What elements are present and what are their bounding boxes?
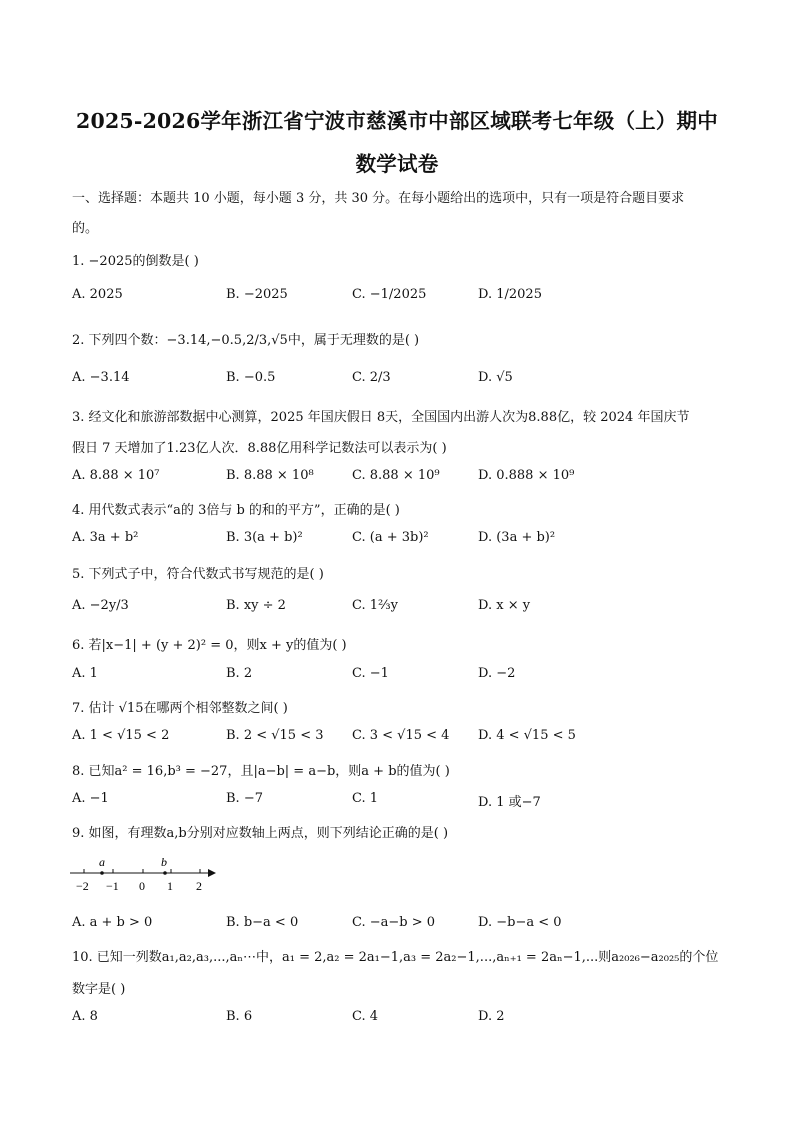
point-b-label: b [161, 855, 167, 869]
tick-label-neg1: −1 [106, 879, 119, 893]
question-10-option-b: B. 6 [226, 1009, 253, 1024]
question-7-stem: 7. 估计 √15在哪两个相邻整数之间( ) [72, 701, 288, 716]
tick-label-1: 1 [167, 879, 173, 893]
tick-label-0: 0 [139, 879, 145, 893]
question-7-option-d: D. 4 < √15 < 5 [478, 728, 576, 743]
question-3-stem-cont: 假日 7 天增加了1.23亿人次．8.88亿用科学记数法可以表示为( ) [72, 441, 447, 456]
question-6-option-d: D. −2 [478, 666, 516, 681]
question-8-option-d: D. 1 或−7 [478, 795, 541, 810]
number-line-svg [68, 854, 218, 896]
question-5-option-d: D. x × y [478, 598, 531, 613]
question-9-option-a: A. a + b > 0 [72, 915, 153, 930]
section-instruction-line-1: 一、选择题：本题共 10 小题，每小题 3 分，共 30 分。在每小题给出的选项中，只有一项是符合题目要求 [72, 191, 685, 206]
question-8-option-b: B. −7 [226, 791, 263, 806]
question-5-option-b: B. xy ÷ 2 [226, 598, 286, 613]
point-a-label: a [99, 855, 105, 869]
question-6-option-c: C. −1 [352, 666, 389, 681]
question-6-stem: 6. 若|x−1| + (y + 2)² = 0，则x + y的值为( ) [72, 638, 347, 653]
question-3-stem: 3. 经文化和旅游部数据中心测算，2025 年国庆假日 8天，全国国内出游人次为8.88亿，较 2024 年国庆节 [72, 410, 690, 425]
question-3-option-c: C. 8.88 × 10⁹ [352, 468, 440, 483]
question-7-option-c: C. 3 < √15 < 4 [352, 728, 450, 743]
question-10-stem: 10. 已知一列数a₁,a₂,a₃,...,aₙ⋯中，a₁ = 2,a₂ = 2a₁−1,a₃ = 2a₂−1,...,aₙ₊₁ = 2aₙ−1,...则a₂₀₂₆−a₂₀₂₅的个位 [72, 950, 719, 965]
question-10-stem-cont: 数字是( ) [72, 982, 126, 997]
question-8-option-a: A. −1 [72, 791, 109, 806]
question-7-option-a: A. 1 < √15 < 2 [72, 728, 170, 743]
question-3-option-a: A. 8.88 × 10⁷ [72, 468, 160, 483]
question-6-option-b: B. 2 [226, 666, 253, 681]
tick-label-neg2: −2 [76, 879, 89, 893]
question-1-option-d: D. 1/2025 [478, 287, 542, 302]
section-instruction-line-2: 的。 [72, 221, 99, 236]
question-4-option-c: C. (a + 3b)² [352, 530, 429, 545]
tick-label-2: 2 [196, 879, 202, 893]
question-7-option-b: B. 2 < √15 < 3 [226, 728, 324, 743]
question-1-option-b: B. −2025 [226, 287, 288, 302]
question-4-stem: 4. 用代数式表示“a的 3倍与 b 的和的平方”，正确的是( ) [72, 503, 400, 518]
point-a [100, 871, 104, 875]
question-1-stem: 1. −2025的倒数是( ) [72, 254, 199, 269]
exam-title-line-2: 数学试卷 [355, 152, 439, 176]
question-9-option-b: B. b−a < 0 [226, 915, 299, 930]
question-2-option-a: A. −3.14 [72, 370, 130, 385]
question-9-stem: 9. 如图，有理数a,b分别对应数轴上两点，则下列结论正确的是( ) [72, 826, 449, 841]
question-10-option-a: A. 8 [72, 1009, 98, 1024]
question-5-option-a: A. −2y/3 [72, 598, 129, 613]
question-4-option-d: D. (3a + b)² [478, 530, 556, 545]
question-4-option-a: A. 3a + b² [72, 530, 139, 545]
question-8-stem: 8. 已知a² = 16,b³ = −27，且|a−b| = a−b，则a + b的值为( ) [72, 764, 450, 779]
question-2-stem: 2. 下列四个数：−3.14,−0.5,2/3,√5中，属于无理数的是( ) [72, 333, 420, 348]
question-2-option-c: C. 2/3 [352, 370, 391, 385]
question-9-option-c: C. −a−b > 0 [352, 915, 436, 930]
question-4-option-b: B. 3(a + b)² [226, 530, 303, 545]
point-b [163, 871, 167, 875]
question-10-option-c: C. 4 [352, 1009, 379, 1024]
question-6-option-a: A. 1 [72, 666, 98, 681]
question-3-option-d: D. 0.888 × 10⁹ [478, 468, 575, 483]
question-8-option-c: C. 1 [352, 791, 379, 806]
number-line-arrow [208, 869, 216, 877]
question-3-option-b: B. 8.88 × 10⁸ [226, 468, 314, 483]
question-5-stem: 5. 下列式子中，符合代数式书写规范的是( ) [72, 567, 324, 582]
question-2-option-b: B. −0.5 [226, 370, 276, 385]
question-2-option-d: D. √5 [478, 370, 513, 385]
question-1-option-c: C. −1/2025 [352, 287, 427, 302]
question-1-option-a: A. 2025 [72, 287, 123, 302]
question-5-option-c: C. 1⅔y [352, 598, 398, 613]
exam-title-line-1: 2025-2026学年浙江省宁波市慈溪市中部区域联考七年级（上）期中 [76, 109, 718, 133]
question-10-option-d: D. 2 [478, 1009, 505, 1024]
question-9-option-d: D. −b−a < 0 [478, 915, 562, 930]
